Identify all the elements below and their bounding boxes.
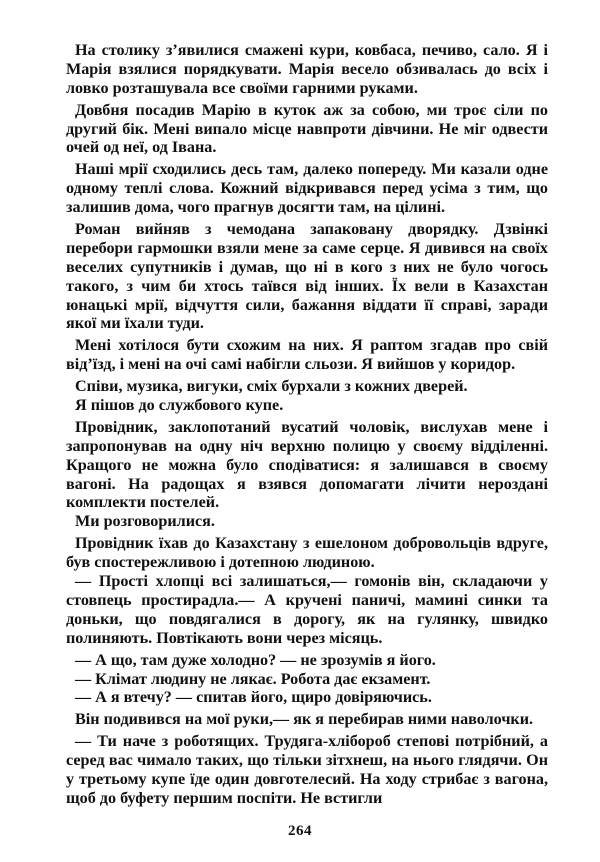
paragraph: Співи, музика, вигуки, сміх бурхали з кожних дверей. [75,378,468,396]
paragraph: Роман вийняв з чемодана запаковану дворядку. Дзвінкі перебори гармошки взяли мене за саме серце. Я дивився на своїх веселих супутників і думав, що ні в кого з них не було чогось такого, з чим би хтось таївся від інших. Їх вели в Казахстан юнацькі мрії, відчуття сили, бажання віддати її справі, заради якої ми їхали туди. [66,221,548,333]
paragraph: Наші мрії сходились десь там, далеко попереду. Ми казали одне одному теплі слова. Кожний відкривався перед усіма з тим, що залишив дома, чого прагнув досягти там, на цілині. [66,161,548,217]
paragraph: Я пішов до службового купе. [75,397,284,415]
paragraph: — Прості хлопці всі залишаться,— гомонів він, складаючи у стовпець простирадла.— А кручені паничі, мамині синки та доньки, що повдягалися в дорогу, як на гулянку, швидко полиняють. Повтікають вони через місяць. [66,573,548,647]
paragraph: — Ти наче з роботящих. Трудяга-хлібороб степові потрібний, а серед вас чимало таких, що тільки зітхнеш, на нього глядячи. Он у третьому купе їде один довготелесий. На ходу стрибає з вагона, щоб до буфету першим поспіти. Не встигли [66,733,548,807]
paragraph: — А що, там дуже холодно? — не зрозумів я його. [75,651,436,669]
paragraph: — А я втечу? — спитав його, щиро довіряючись. [75,689,432,707]
paragraph: Ми розговорилися. [75,513,215,531]
page-text [66,42,548,809]
paragraph: — Клімат людину не лякає. Робота дає екзамент. [75,670,431,688]
paragraph: Довбня посадив Марію в куток аж за собою, ми троє сіли по другий бік. Мені випало місце навпроти дівчини. Не міг одвести очей од неї, од Івана. [66,101,548,157]
paragraph: На столику з’явилися смажені кури, ковбаса, печиво, сало. Я і Марія взялися порядкувати. Марія весело обзивалась до всіх і ловко розташувала все своїми гарними руками. [66,42,548,97]
paragraph: Мені хотілося бути схожим на них. Я раптом згадав про свій від’їзд, і мені на очі самі набігли сльози. Я вийшов у коридор. [66,337,548,374]
paragraph: Провідник їхав до Казахстану з ешелоном добровольців вдруге, був спостережливою і дотепною людиною. [66,535,548,572]
page-number: 264 [288,823,312,839]
paragraph: Провідник, заклопотаний вусатий чоловік, вислухав мене і запропонував на одну ніч верхню полицю у своєму відділенні. Кращого не можна було сподіватися: я залишався в своєму вагоні. На радощах я взявся допомагати лічити нерозданi комплекти постелей. [66,418,548,512]
paragraph: Він подивився на мої руки,— як я перебирав ними наволочки. [75,711,534,729]
